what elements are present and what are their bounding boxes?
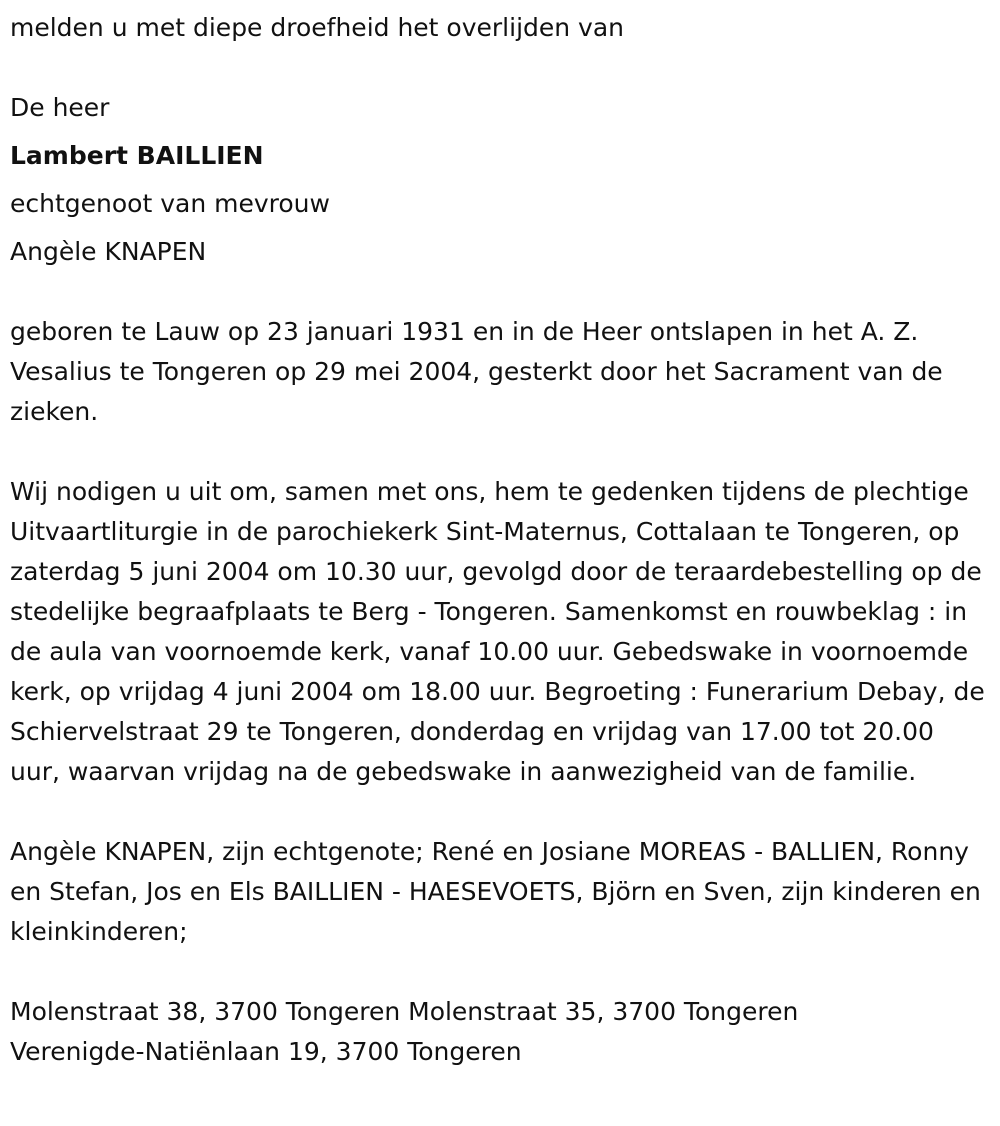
spacer (10, 176, 990, 184)
deceased-name: Lambert BAILLIEN (10, 141, 264, 170)
ceremony-paragraph: Wij nodigen u uit om, samen met ons, hem te gedenken tijdens de plechtige Uitvaartliturgie in de parochiekerk Sint-Maternus, Cottalaan te Tongeren, op zaterdag 5 juni 2004 om 10.30 uur, gevolgd door de teraardebestelling op de stedelijke begraafplaats te Berg - Tongeren. Samenkomst en rouwbeklag : in de aula van voornoemde kerk, vanaf 10.00 uur. Gebedswake in voornoemde kerk, op vrijdag 4 juni 2004 om 18.00 uur. Begroeting : Funerarium Debay, de Schiervelstraat 29 te Tongeren, donderdag en vrijdag van 17.00 tot 20.00 uur, waarvan vrijdag na de gebedswake in aanwezigheid van de familie. (10, 477, 985, 786)
address-line-2: Verenigde-Natiënlaan 19, 3700 Tongeren (10, 1037, 522, 1066)
spacer (10, 48, 990, 88)
spacer (10, 272, 990, 312)
family-paragraph: Angèle KNAPEN, zijn echtgenote; René en Josiane MOREAS - BALLIEN, Ronny en Stefan, Jos en Els BAILLIEN - HAESEVOETS, Björn en Sven, zijn kinderen en kleinkinderen; (10, 837, 981, 946)
spouse-intro: echtgenoot van mevrouw (10, 189, 330, 218)
spacer (10, 792, 990, 832)
intro-text: melden u met diepe droefheid het overlijden van (10, 13, 625, 42)
spacer (10, 224, 990, 232)
spacer (10, 128, 990, 136)
salutation: De heer (10, 93, 110, 122)
birth-death-paragraph: geboren te Lauw op 23 januari 1931 en in de Heer ontslapen in het A. Z. Vesalius te Tongeren op 29 mei 2004, gesterkt door het Sacrament van de zieken. (10, 317, 943, 426)
spouse-name: Angèle KNAPEN (10, 237, 207, 266)
spacer (10, 432, 990, 472)
address-line-1: Molenstraat 38, 3700 Tongeren Molenstraat 35, 3700 Tongeren (10, 997, 799, 1026)
spacer (10, 952, 990, 992)
